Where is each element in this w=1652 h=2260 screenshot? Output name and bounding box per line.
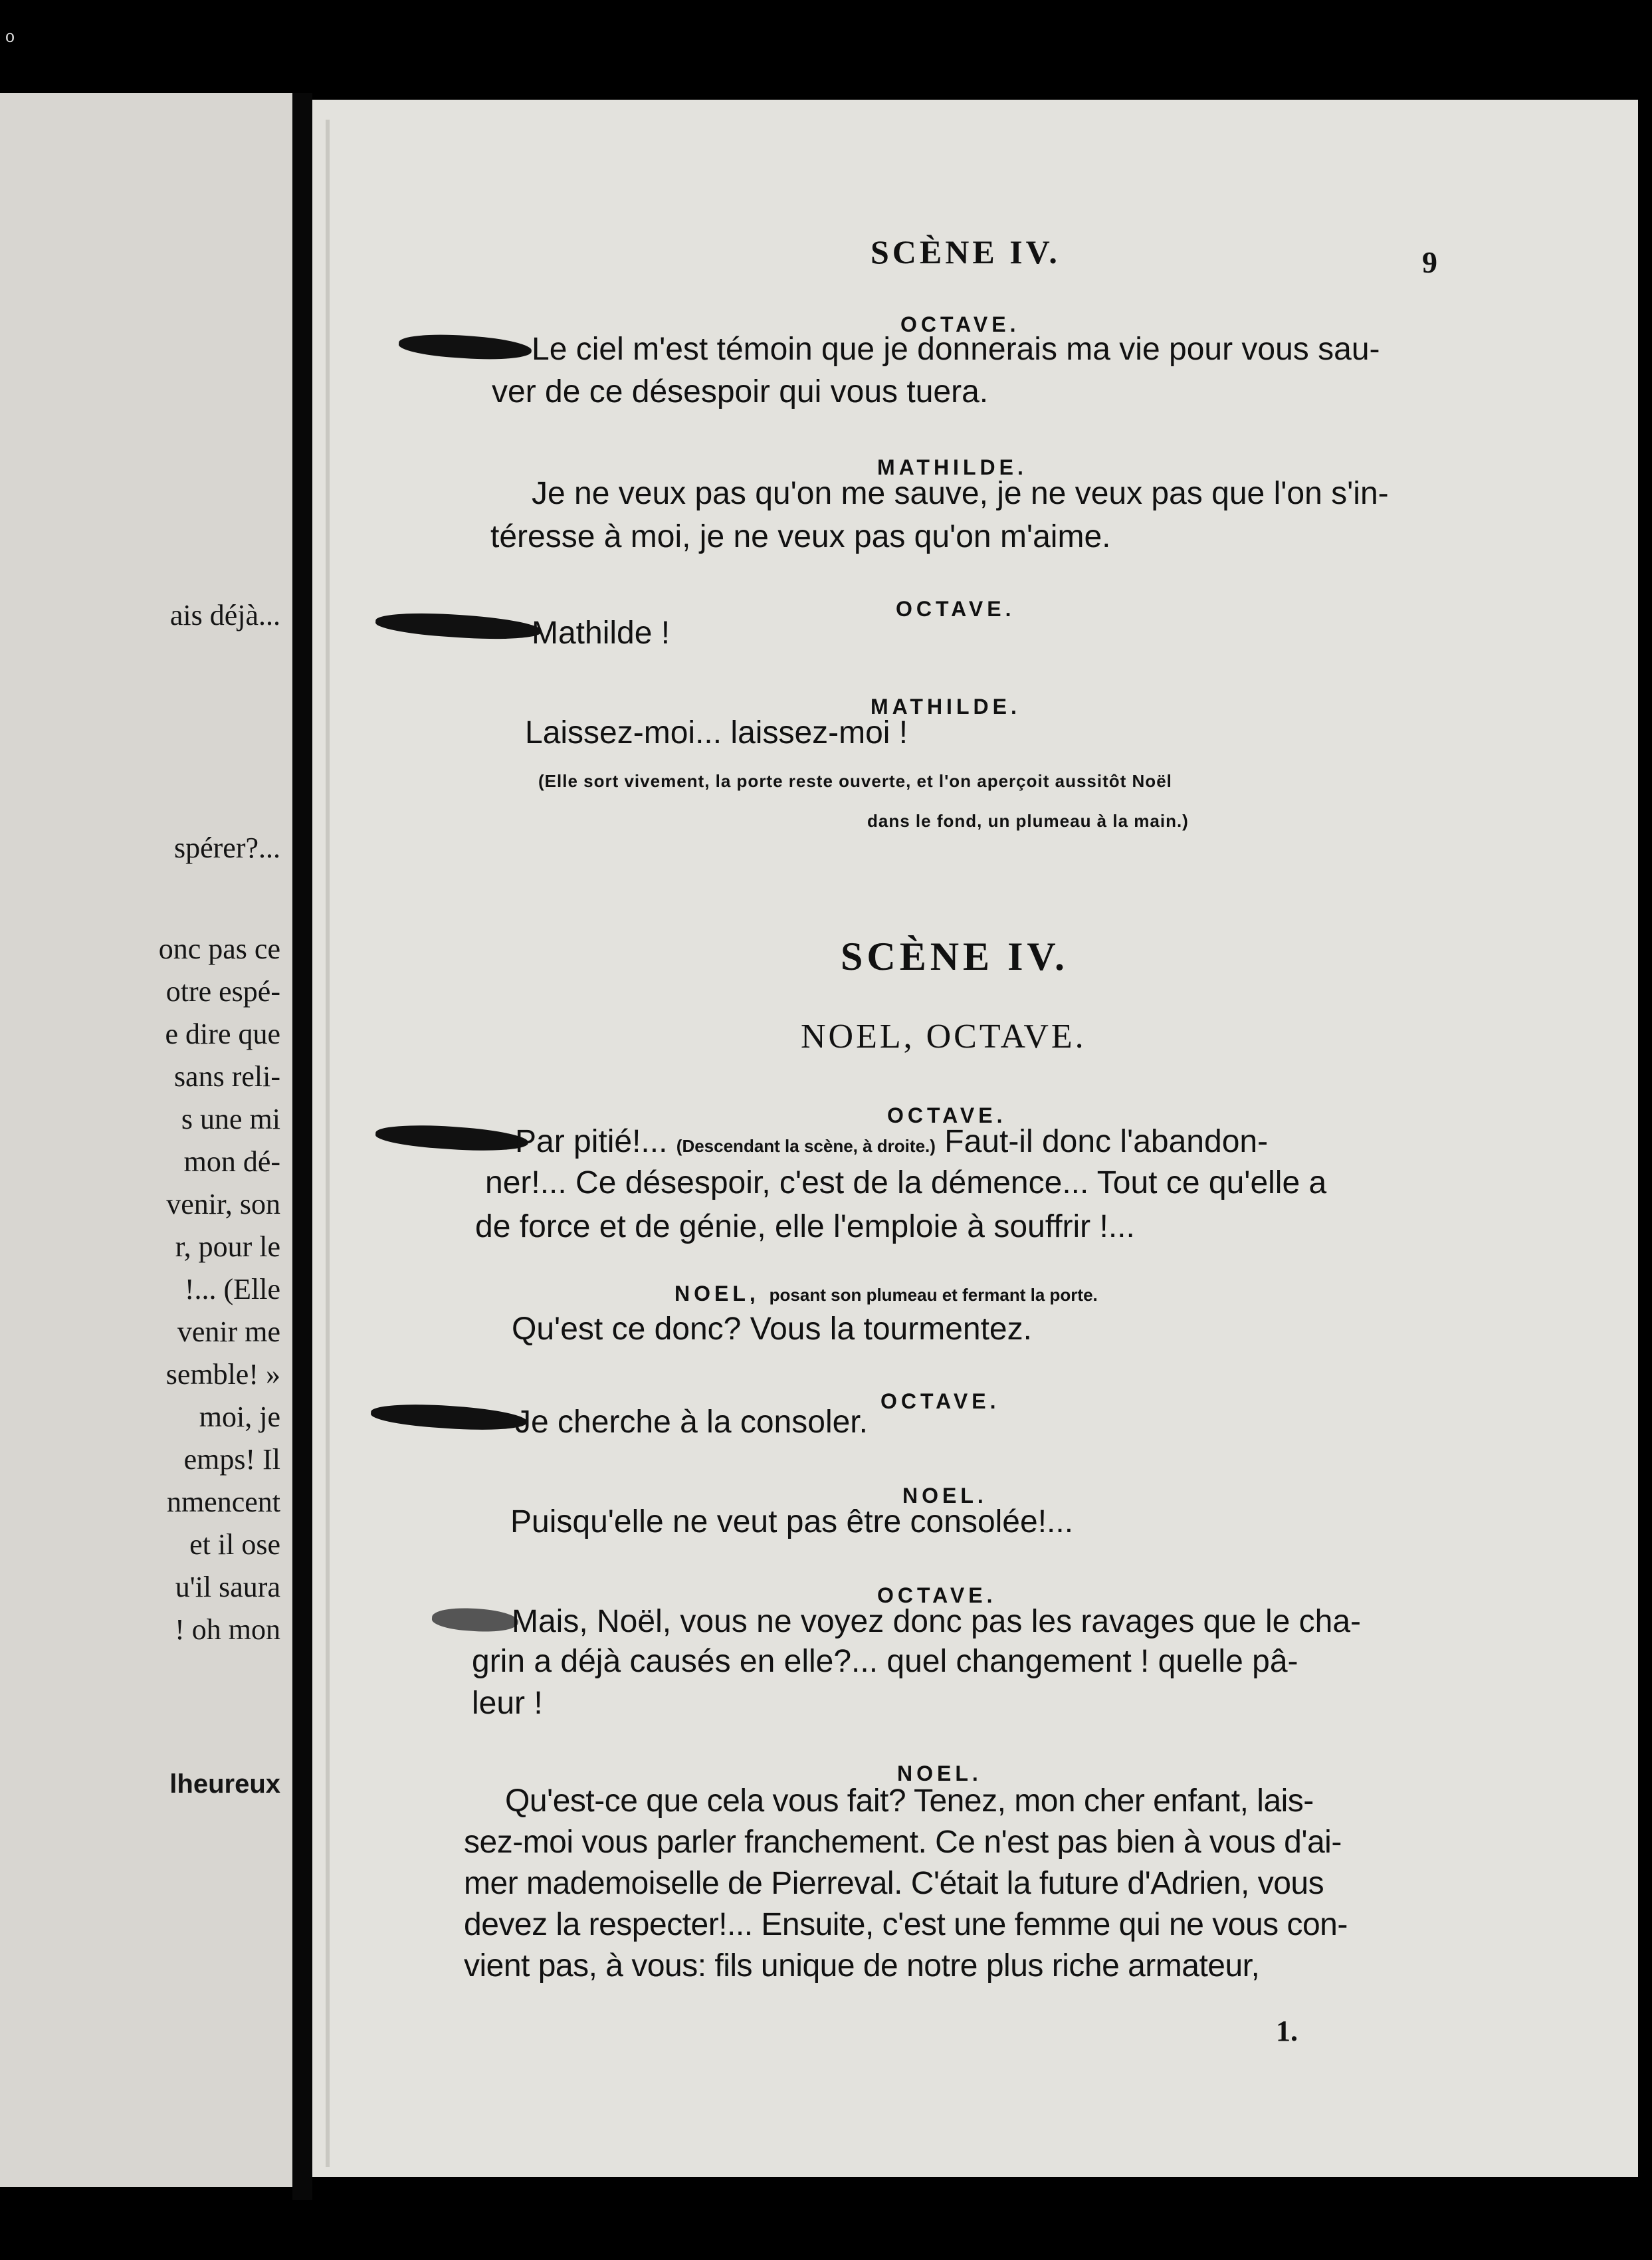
left-page-line: moi, je bbox=[199, 1401, 280, 1433]
dialogue-line: Le ciel m'est témoin que je donnerais ma vie pour vous sau- bbox=[532, 332, 1380, 367]
ink-marker bbox=[375, 609, 542, 643]
speaker-label: OCTAVE. bbox=[877, 1583, 997, 1607]
dialogue-line: Mais, Noël, vous ne voyez donc pas les ravages que le cha- bbox=[512, 1604, 1362, 1639]
left-page-line: semble! » bbox=[165, 1358, 280, 1391]
speaker-name: NOEL, bbox=[674, 1282, 760, 1305]
left-page-line: venir me bbox=[177, 1315, 280, 1348]
running-head: SCÈNE IV. bbox=[871, 233, 1061, 271]
dialogue-line: ner!... Ce désespoir, c'est de la démence... Tout ce qu'elle a bbox=[485, 1165, 1327, 1200]
left-page-line: nmencent bbox=[166, 1486, 280, 1518]
left-page-line: ! oh mon bbox=[175, 1613, 280, 1646]
scene-title: SCÈNE IV. bbox=[841, 935, 1069, 978]
dialogue-line: Puisqu'elle ne veut pas être consolée!... bbox=[510, 1504, 1074, 1539]
left-page-line: venir, son bbox=[166, 1188, 280, 1220]
left-page-line: !... (Elle bbox=[184, 1273, 280, 1305]
dialogue-line bbox=[515, 1123, 1268, 1160]
left-page-line: mon dé- bbox=[183, 1145, 280, 1178]
speaker-label: NOEL. bbox=[902, 1484, 987, 1508]
corner-mark: o bbox=[5, 26, 15, 47]
speaker-label: OCTAVE. bbox=[896, 597, 1015, 621]
page-number: 9 bbox=[1422, 245, 1437, 279]
ink-marker bbox=[398, 331, 532, 363]
main-page bbox=[312, 100, 1638, 2177]
dialogue-fragment: Faut-il donc l'abandon- bbox=[944, 1124, 1269, 1159]
ink-marker bbox=[431, 1606, 519, 1635]
dialogue-line: ver de ce désespoir qui vous tuera. bbox=[492, 374, 989, 409]
left-page-line: onc pas ce bbox=[158, 933, 280, 965]
speaker-label: OCTAVE. bbox=[880, 1389, 1000, 1413]
left-page-line: et il ose bbox=[189, 1528, 280, 1561]
dialogue-line: leur ! bbox=[472, 1686, 543, 1721]
dialogue-line: Qu'est ce donc? Vous la tourmentez. bbox=[512, 1311, 1032, 1347]
scene-cast: NOEL, OCTAVE. bbox=[801, 1018, 1086, 1056]
signature-mark: 1. bbox=[1276, 2015, 1298, 2047]
left-page-line: u'il saura bbox=[175, 1571, 280, 1603]
dialogue-line: Laissez-moi... laissez-moi ! bbox=[525, 715, 908, 750]
speaker-label: OCTAVE. bbox=[887, 1103, 1007, 1127]
speaker-stage-note: posant son plumeau et fermant la porte. bbox=[769, 1285, 1098, 1305]
left-page-line: otre espé- bbox=[165, 975, 280, 1008]
left-page-line: s une mi bbox=[181, 1103, 280, 1135]
speaker-label bbox=[674, 1282, 1098, 1306]
dialogue-line: mer mademoiselle de Pierreval. C'était la future d'Adrien, vous bbox=[464, 1866, 1324, 1901]
dialogue-line: téresse à moi, je ne veux pas qu'on m'aime. bbox=[490, 519, 1111, 554]
left-facing-page bbox=[0, 93, 292, 2187]
dialogue-line: vient pas, à vous: fils unique de notre plus riche armateur, bbox=[464, 1948, 1260, 1983]
speaker-label: OCTAVE. bbox=[900, 312, 1020, 336]
speaker-label: MATHILDE. bbox=[871, 695, 1021, 719]
left-page-line: spérer?... bbox=[173, 832, 280, 864]
dialogue-line: Qu'est-ce que cela vous fait? Tenez, mon cher enfant, lais- bbox=[505, 1783, 1314, 1819]
left-page-line: lheureux bbox=[169, 1769, 280, 1799]
speaker-label: MATHILDE. bbox=[877, 455, 1027, 479]
dialogue-line: grin a déjà causés en elle?... quel changement ! quelle pâ- bbox=[472, 1644, 1298, 1679]
dialogue-line: de force et de génie, elle l'emploie à souffrir !... bbox=[475, 1209, 1135, 1244]
dialogue-fragment: Par pitié!... bbox=[515, 1124, 668, 1159]
dialogue-line: Mathilde ! bbox=[532, 616, 671, 651]
dialogue-line: Je cherche à la consoler. bbox=[515, 1405, 868, 1440]
book-gutter bbox=[292, 93, 312, 2200]
dialogue-line: devez la respecter!... Ensuite, c'est une femme qui ne vous con- bbox=[464, 1907, 1348, 1942]
ink-marker bbox=[370, 1401, 528, 1434]
dialogue-line: sez-moi vous parler franchement. Ce n'est pas bien à vous d'ai- bbox=[464, 1825, 1342, 1860]
stage-direction: dans le fond, un plumeau à la main.) bbox=[867, 811, 1189, 831]
dialogue-line: Je ne veux pas qu'on me sauve, je ne veux pas que l'on s'in- bbox=[532, 476, 1389, 511]
left-page-line: sans reli- bbox=[173, 1060, 280, 1093]
left-page-line: emps! Il bbox=[183, 1443, 280, 1476]
left-page-line: e dire que bbox=[165, 1018, 280, 1050]
left-page-line: r, pour le bbox=[175, 1230, 280, 1263]
left-page-line: ais déjà... bbox=[169, 599, 280, 631]
stage-direction: (Elle sort vivement, la porte reste ouverte, et l'on aperçoit aussitôt Noël bbox=[538, 771, 1172, 791]
ink-marker bbox=[375, 1121, 529, 1155]
speaker-label: NOEL. bbox=[897, 1761, 982, 1785]
page-edge-strip bbox=[326, 120, 330, 2167]
inline-stage-direction: (Descendant la scène, à droite.) bbox=[676, 1136, 936, 1156]
